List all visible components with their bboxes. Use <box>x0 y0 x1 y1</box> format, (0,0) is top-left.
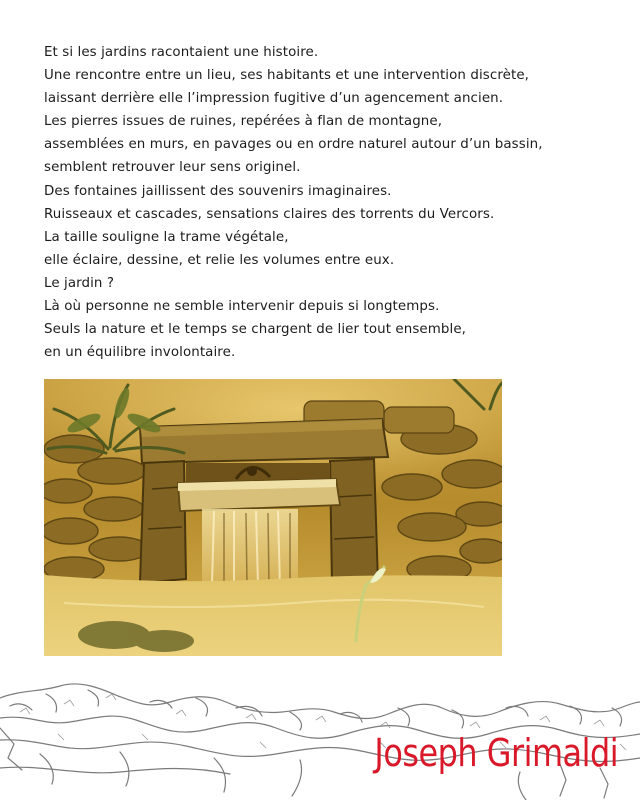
text-line: Là où personne ne semble intervenir depuis si longtemps. <box>44 299 440 315</box>
text-line: Des fontaines jaillissent des souvenirs imaginaires. <box>44 183 392 199</box>
text-line: Le jardin ? <box>44 275 115 291</box>
text-line: semblent retrouver leur sens originel. <box>44 160 301 176</box>
garden-fountain-photo <box>44 379 502 656</box>
author-signature: Joseph Grimaldi <box>374 731 618 775</box>
text-line: Et si les jardins racontaient une histoire. <box>44 45 319 60</box>
text-line: laissant derrière elle l’impression fugitive d’un agencement ancien. <box>44 91 504 107</box>
text-line: Une rencontre entre un lieu, ses habitants et une intervention discrète, <box>44 68 530 84</box>
text-line: elle éclaire, dessine, et relie les volumes entre eux. <box>44 252 395 268</box>
text-line: La taille souligne la trame végétale, <box>44 229 289 245</box>
text-line: en un équilibre involontaire. <box>44 345 236 361</box>
text-line: Ruisseaux et cascades, sensations claires des torrents du Vercors. <box>44 206 495 222</box>
text-line: Seuls la nature et le temps se chargent de lier tout ensemble, <box>44 322 467 338</box>
text-line: assemblées en murs, en pavages ou en ordre naturel autour d’un bassin, <box>44 137 543 153</box>
poem-text <box>44 41 624 364</box>
text-line: Les pierres issues de ruines, repérées à flan de montagne, <box>44 114 443 130</box>
